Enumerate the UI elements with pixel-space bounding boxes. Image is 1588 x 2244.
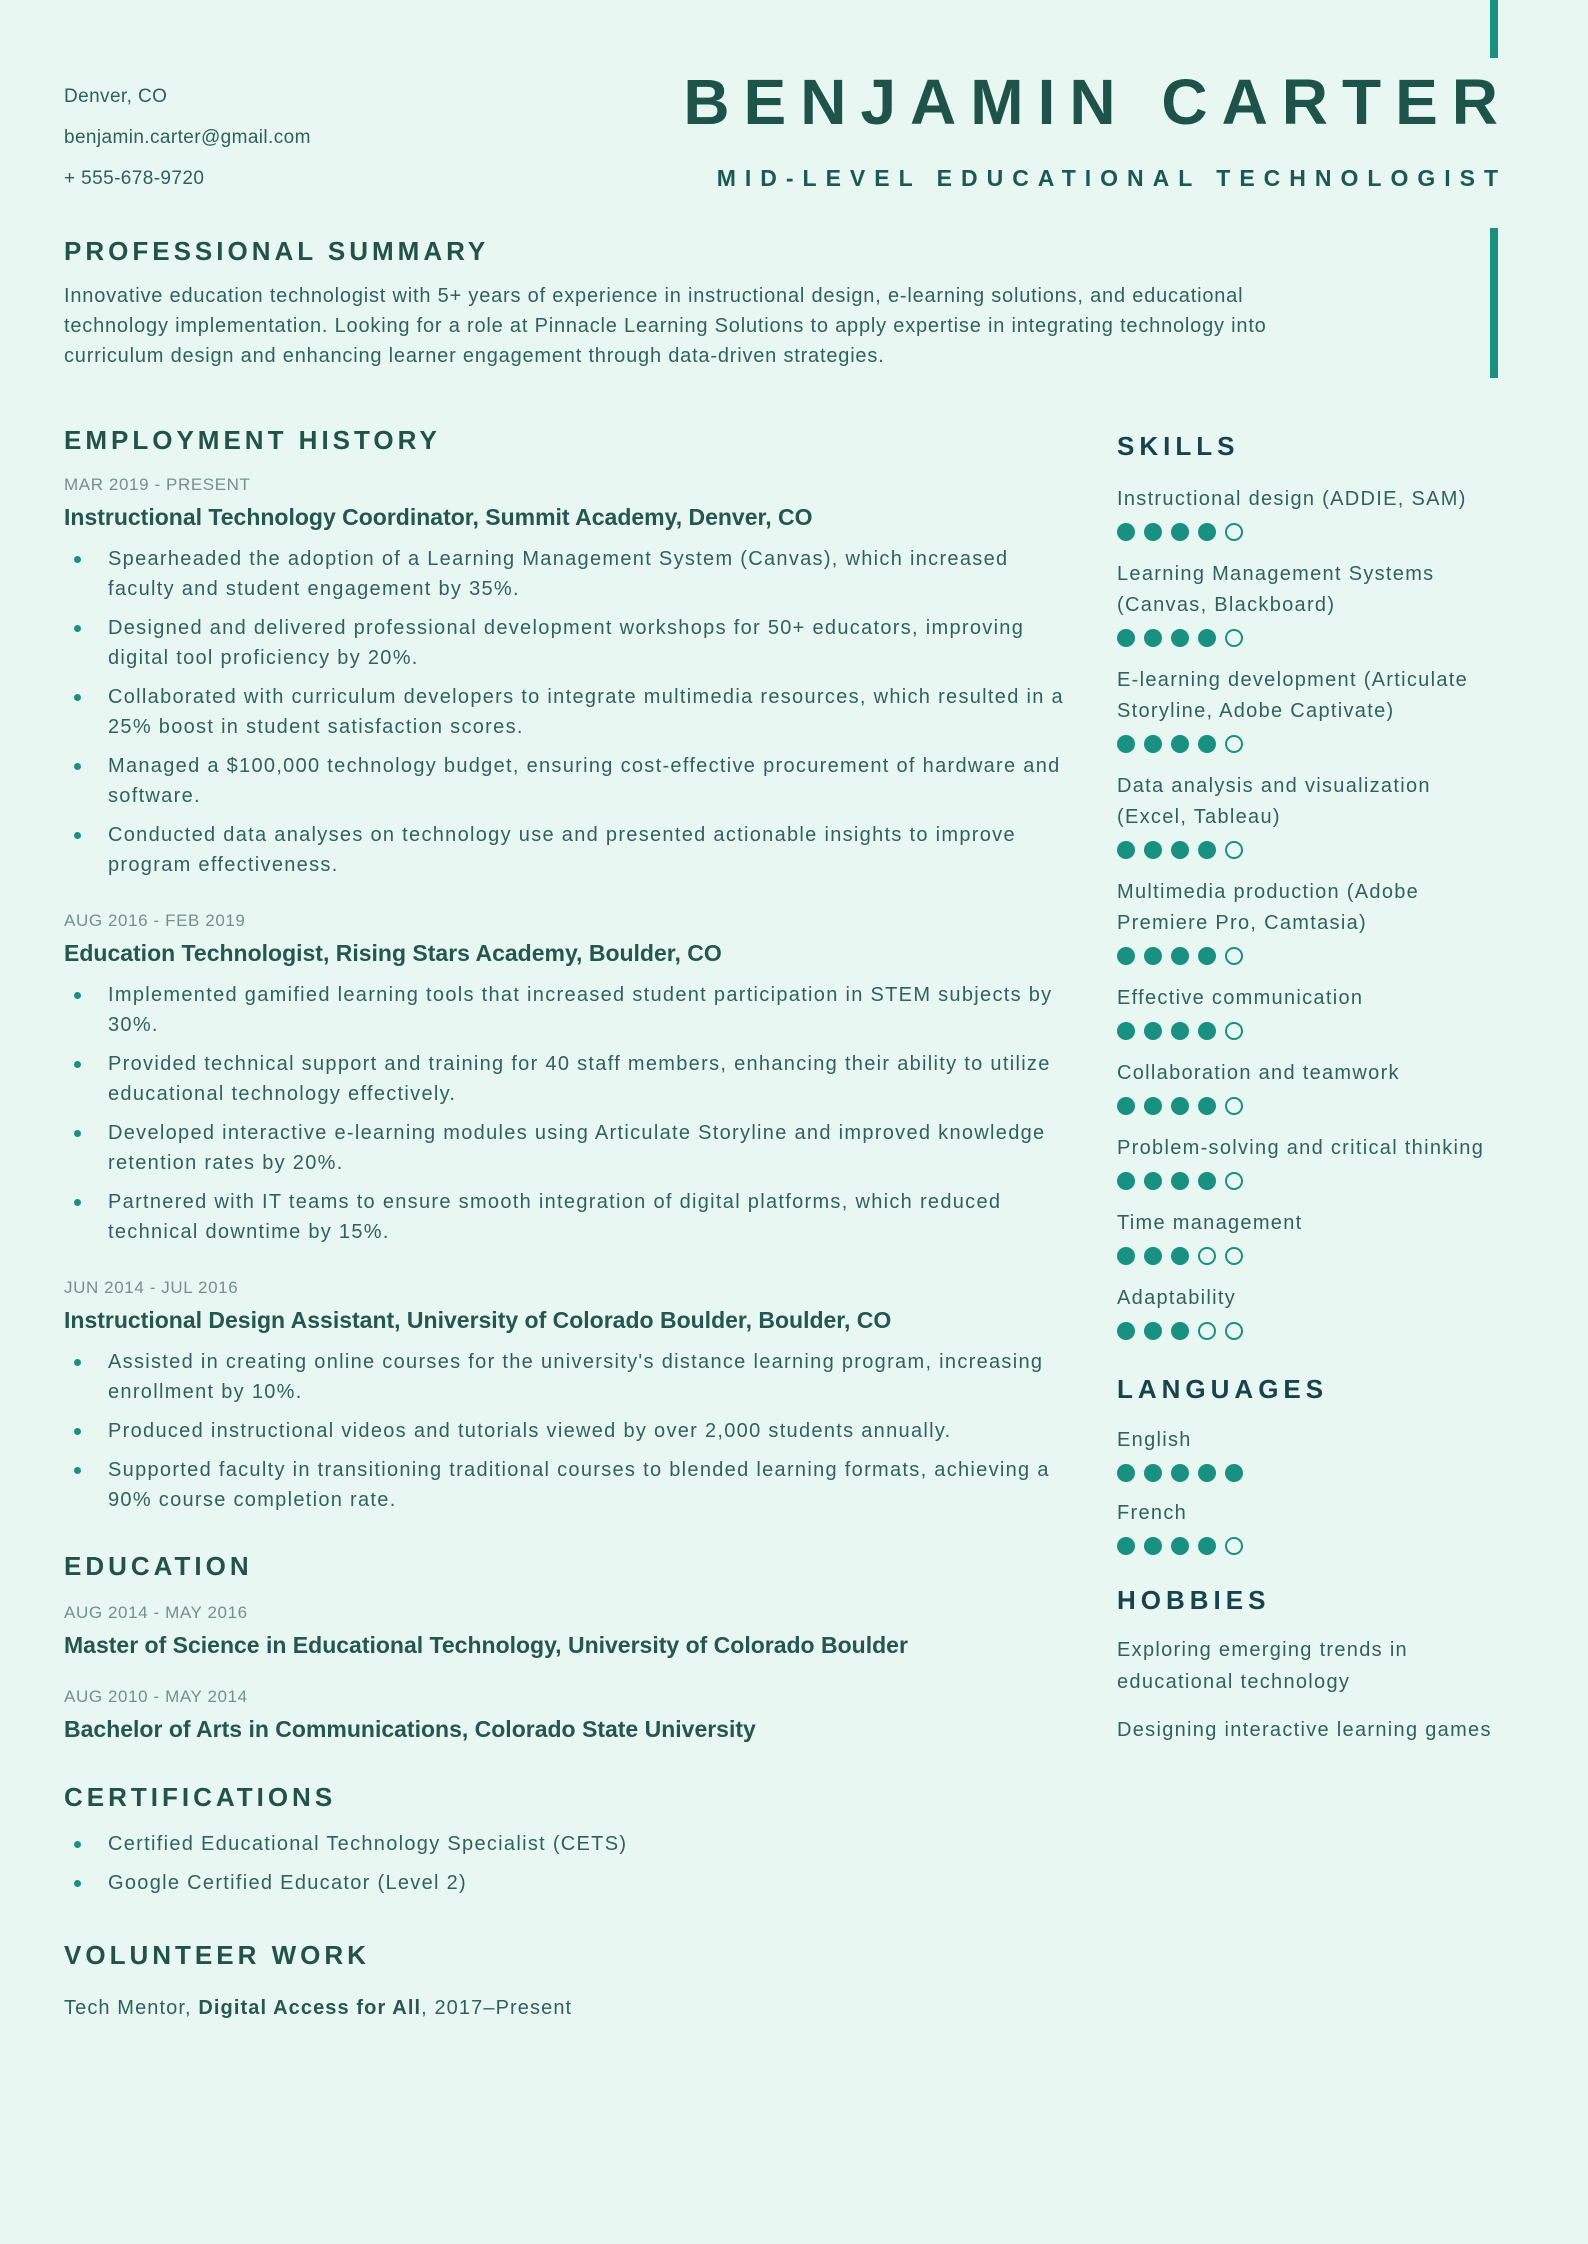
job-bullet [64, 1187, 1069, 1247]
rating-dot-filled [1144, 1322, 1162, 1340]
certifications-heading: CERTIFICATIONS [64, 1782, 337, 1812]
education-entry [64, 1686, 1069, 1744]
skill-label: E-learning development (Articulate Storyline, Adobe Captivate) [1117, 669, 1469, 722]
section-employment-history [64, 425, 1069, 1515]
rating-dot-filled [1144, 1537, 1162, 1555]
job-bullet [64, 613, 1069, 673]
rating-dot-filled [1144, 841, 1162, 859]
rating-dot-empty [1225, 1247, 1243, 1265]
accent-bar-middle [1490, 228, 1498, 378]
rating-dot-filled [1198, 523, 1216, 541]
skill-rating [1117, 629, 1498, 647]
rating-dot-filled [1198, 629, 1216, 647]
education-heading: EDUCATION [64, 1551, 253, 1581]
skill-label: Time management [1117, 1212, 1303, 1234]
skill-label: Multimedia production (Adobe Premiere Pro, Camtasia) [1117, 881, 1420, 934]
skill-entry [1117, 1283, 1498, 1340]
rating-dot-filled [1198, 1464, 1216, 1482]
rating-dot-filled [1117, 1537, 1135, 1555]
bullet-text: Partnered with IT teams to ensure smooth integration of digital platforms, which reduced technical downtime by 15%. [108, 1191, 1002, 1243]
rating-dot-filled [1117, 1247, 1135, 1265]
rating-dot-filled [1117, 523, 1135, 541]
job-dates: MAR 2019 - PRESENT [64, 475, 251, 494]
rating-dot-empty [1225, 1322, 1243, 1340]
left-column [64, 425, 1069, 2023]
education-dates: AUG 2010 - MAY 2014 [64, 1687, 248, 1706]
languages-heading: LANGUAGES [1117, 1374, 1329, 1404]
skill-label: Problem-solving and critical thinking [1117, 1137, 1485, 1159]
rating-dot-filled [1171, 1172, 1189, 1190]
contact-email: benjamin.carter@gmail.com [64, 127, 311, 148]
rating-dot-empty [1225, 1172, 1243, 1190]
skill-rating [1117, 841, 1498, 859]
rating-dot-filled [1117, 947, 1135, 965]
rating-dot-empty [1225, 629, 1243, 647]
accent-bar-top [1490, 0, 1498, 58]
skill-label: Effective communication [1117, 987, 1364, 1009]
rating-dot-filled [1198, 1537, 1216, 1555]
contact-location: Denver, CO [64, 86, 168, 107]
skills-heading: SKILLS [1117, 431, 1240, 461]
rating-dot-filled [1171, 947, 1189, 965]
volunteer-heading: VOLUNTEER WORK [64, 1940, 370, 1970]
job-title: Instructional Design Assistant, University of Colorado Boulder, Boulder, CO [64, 1307, 892, 1333]
hobby-item: Designing interactive learning games [1117, 1719, 1492, 1741]
job-title: Education Technologist, Rising Stars Academy, Boulder, CO [64, 940, 722, 966]
language-label: English [1117, 1429, 1192, 1451]
bullet-text: Spearheaded the adoption of a Learning Management System (Canvas), which increased faculty and student engagement by 35%. [108, 548, 1009, 600]
rating-dot-filled [1198, 1097, 1216, 1115]
section-professional-summary [64, 236, 1498, 371]
bullet-dot [74, 763, 81, 770]
rating-dot-filled [1171, 629, 1189, 647]
rating-dot-filled [1117, 841, 1135, 859]
rating-dot-filled [1171, 1322, 1189, 1340]
summary-heading: PROFESSIONAL SUMMARY [64, 236, 490, 266]
skill-rating [1117, 1247, 1498, 1265]
language-label: French [1117, 1502, 1188, 1524]
summary-text: Innovative education technologist with 5+ years of experience in instructional design, e-learning solutions, and educational technology implementation. Looking for a role at Pinnacle Learning Solutions to apply expertise in integrating technology into curriculum design and enhancing learner engagement through data-driven strategies. [64, 285, 1267, 367]
job-bullet-list [64, 1347, 1069, 1515]
rating-dot-filled [1198, 947, 1216, 965]
certifications-list [64, 1829, 1069, 1898]
job-bullet [64, 1118, 1069, 1178]
rating-dot-filled [1144, 1464, 1162, 1482]
bullet-text: Managed a $100,000 technology budget, ensuring cost-effective procurement of hardware and software. [108, 755, 1061, 807]
person-name: BENJAMIN CARTER [683, 66, 1512, 138]
certification-item [64, 1868, 1069, 1898]
bullet-text: Produced instructional videos and tutorials viewed by over 2,000 students annually. [108, 1420, 952, 1442]
rating-dot-filled [1117, 1097, 1135, 1115]
bullet-text: Implemented gamified learning tools that increased student participation in STEM subjects by 30%. [108, 984, 1053, 1036]
skill-entry [1117, 559, 1498, 647]
rating-dot-filled [1198, 1022, 1216, 1040]
hobbies-heading: HOBBIES [1117, 1585, 1271, 1615]
job-dates: JUN 2014 - JUL 2016 [64, 1278, 239, 1297]
skill-label: Data analysis and visualization (Excel, Tableau) [1117, 775, 1431, 828]
skill-label: Adaptability [1117, 1287, 1236, 1309]
skill-entry [1117, 1208, 1498, 1265]
bullet-dot [74, 694, 81, 701]
rating-dot-empty [1225, 1537, 1243, 1555]
person-title: MID-LEVEL EDUCATIONAL TECHNOLOGIST [716, 165, 1507, 191]
employment-heading: EMPLOYMENT HISTORY [64, 425, 441, 455]
rating-dot-filled [1144, 1022, 1162, 1040]
skill-rating [1117, 523, 1498, 541]
bullet-dot [74, 625, 81, 632]
rating-dot-filled [1171, 1022, 1189, 1040]
rating-dot-filled [1198, 841, 1216, 859]
skill-rating [1117, 735, 1498, 753]
skill-rating [1117, 1322, 1498, 1340]
rating-dot-filled [1144, 947, 1162, 965]
bullet-dot [74, 1359, 81, 1366]
rating-dot-filled [1171, 1537, 1189, 1555]
volunteer-role: Tech Mentor, [64, 1997, 199, 2019]
language-entry [1117, 1425, 1498, 1482]
rating-dot-filled [1117, 1464, 1135, 1482]
skill-label: Learning Management Systems (Canvas, Blackboard) [1117, 563, 1435, 616]
rating-dot-filled [1117, 735, 1135, 753]
certification-item [64, 1829, 1069, 1859]
job-bullet [64, 544, 1069, 604]
rating-dot-filled [1171, 841, 1189, 859]
two-column-layout [64, 425, 1498, 2023]
section-volunteer-work [64, 1940, 1069, 2023]
right-column [1117, 425, 1498, 2023]
rating-dot-filled [1171, 1097, 1189, 1115]
section-certifications [64, 1782, 1069, 1898]
contact-phone: + 555-678-9720 [64, 168, 205, 189]
rating-dot-filled [1144, 523, 1162, 541]
certification-text: Certified Educational Technology Specialist (CETS) [108, 1833, 628, 1855]
rating-dot-filled [1144, 1172, 1162, 1190]
rating-dot-filled [1144, 1097, 1162, 1115]
education-degree: Master of Science in Educational Technology, University of Colorado Boulder [64, 1632, 908, 1658]
rating-dot-empty [1225, 1097, 1243, 1115]
contact-info [64, 70, 311, 199]
rating-dot-empty [1198, 1322, 1216, 1340]
bullet-text: Assisted in creating online courses for the university's distance learning program, increasing enrollment by 10%. [108, 1351, 1044, 1403]
skill-entry [1117, 877, 1498, 965]
skill-entry [1117, 665, 1498, 753]
volunteer-entry [64, 1993, 1069, 2023]
rating-dot-empty [1198, 1247, 1216, 1265]
rating-dot-filled [1171, 523, 1189, 541]
job-entry [64, 1277, 1069, 1515]
rating-dot-filled [1144, 629, 1162, 647]
job-bullet [64, 751, 1069, 811]
bullet-text: Developed interactive e-learning modules using Articulate Storyline and improved knowledge retention rates by 20%. [108, 1122, 1046, 1174]
education-dates: AUG 2014 - MAY 2016 [64, 1603, 248, 1622]
bullet-dot [74, 556, 81, 563]
language-rating [1117, 1537, 1498, 1555]
bullet-text: Provided technical support and training for 40 staff members, enhancing their ability to utilize educational technology effectively. [108, 1053, 1051, 1105]
job-bullet-list [64, 980, 1069, 1247]
bullet-dot [74, 1130, 81, 1137]
job-bullet-list [64, 544, 1069, 880]
job-bullet [64, 820, 1069, 880]
rating-dot-filled [1198, 735, 1216, 753]
header [64, 0, 1512, 212]
bullet-text: Supported faculty in transitioning traditional courses to blended learning formats, achieving a 90% course completion rate. [108, 1459, 1050, 1511]
section-education [64, 1551, 1069, 1744]
skill-entry [1117, 484, 1498, 541]
rating-dot-filled [1117, 1322, 1135, 1340]
bullet-dot [74, 1061, 81, 1068]
skill-rating [1117, 1097, 1498, 1115]
bullet-dot [74, 1467, 81, 1474]
job-bullet [64, 980, 1069, 1040]
rating-dot-filled [1198, 1172, 1216, 1190]
job-bullet [64, 1416, 1069, 1446]
language-entry [1117, 1498, 1498, 1555]
rating-dot-filled [1144, 735, 1162, 753]
skill-label: Collaboration and teamwork [1117, 1062, 1400, 1084]
job-bullet [64, 1455, 1069, 1515]
job-dates: AUG 2016 - FEB 2019 [64, 911, 246, 930]
skill-entry [1117, 1133, 1498, 1190]
bullet-dot [74, 832, 81, 839]
rating-dot-empty [1225, 841, 1243, 859]
bullet-text: Conducted data analyses on technology use and presented actionable insights to improve program effectiveness. [108, 824, 1016, 876]
rating-dot-filled [1117, 1022, 1135, 1040]
skill-entry [1117, 983, 1498, 1040]
bullet-dot [74, 1428, 81, 1435]
bullet-text: Collaborated with curriculum developers to integrate multimedia resources, which resulted in a 25% boost in student satisfaction scores. [108, 686, 1064, 738]
job-entry [64, 910, 1069, 1247]
bullet-dot [74, 1880, 81, 1887]
rating-dot-filled [1117, 1172, 1135, 1190]
rating-dot-filled [1171, 1464, 1189, 1482]
skill-rating [1117, 947, 1498, 965]
bullet-dot [74, 1199, 81, 1206]
skill-rating [1117, 1022, 1498, 1040]
education-degree: Bachelor of Arts in Communications, Colorado State University [64, 1716, 756, 1742]
skill-rating [1117, 1172, 1498, 1190]
hobby-item: Exploring emerging trends in educational technology [1117, 1639, 1408, 1693]
rating-dot-filled [1225, 1464, 1243, 1482]
rating-dot-filled [1117, 629, 1135, 647]
rating-dot-filled [1144, 1247, 1162, 1265]
job-bullet [64, 1049, 1069, 1109]
skill-label: Instructional design (ADDIE, SAM) [1117, 488, 1467, 510]
rating-dot-empty [1225, 1022, 1243, 1040]
name-block [683, 66, 1512, 191]
rating-dot-empty [1225, 523, 1243, 541]
volunteer-organization: Digital Access for All [198, 1997, 422, 2019]
job-title: Instructional Technology Coordinator, Summit Academy, Denver, CO [64, 504, 813, 530]
certification-text: Google Certified Educator (Level 2) [108, 1872, 467, 1894]
education-entry [64, 1602, 1069, 1660]
language-rating [1117, 1464, 1498, 1482]
section-skills [1117, 431, 1498, 1340]
rating-dot-empty [1225, 947, 1243, 965]
bullet-text: Designed and delivered professional development workshops for 50+ educators, improving digital tool proficiency by 20%. [108, 617, 1025, 669]
job-entry [64, 474, 1069, 880]
skill-entry [1117, 771, 1498, 859]
rating-dot-filled [1171, 735, 1189, 753]
bullet-dot [74, 992, 81, 999]
section-hobbies [1117, 1585, 1498, 1746]
section-languages [1117, 1374, 1498, 1555]
bullet-dot [74, 1841, 81, 1848]
rating-dot-filled [1171, 1247, 1189, 1265]
skill-entry [1117, 1058, 1498, 1115]
rating-dot-empty [1225, 735, 1243, 753]
volunteer-dates: , 2017–Present [421, 1997, 573, 2019]
job-bullet [64, 682, 1069, 742]
job-bullet [64, 1347, 1069, 1407]
